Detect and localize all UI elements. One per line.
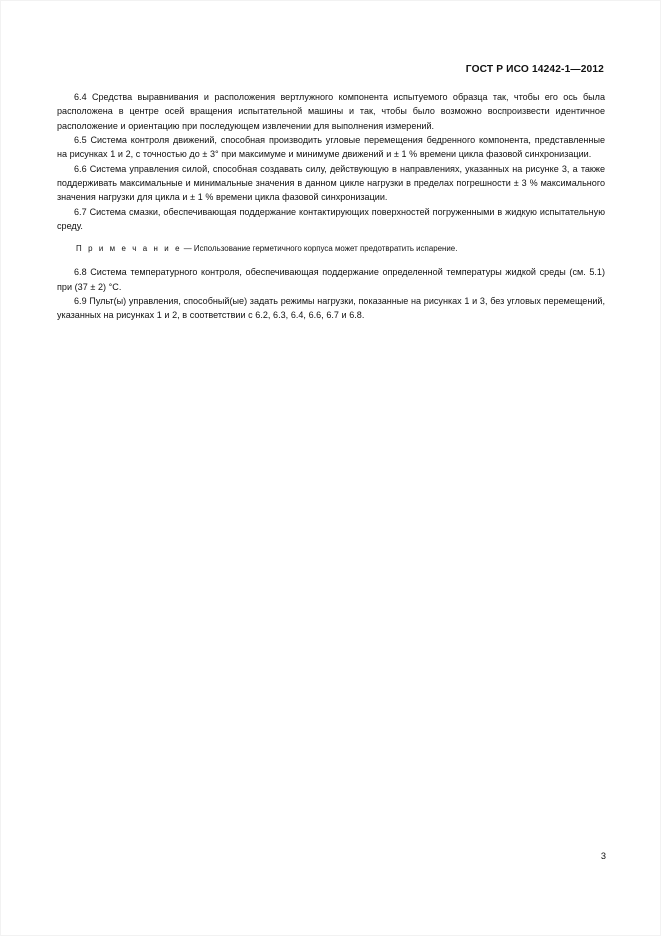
running-head: ГОСТ Р ИСО 14242-1—2012 (465, 64, 604, 75)
note-dash: — (181, 244, 194, 254)
clause-paragraph-6-7: 6.7 Система смазки, обеспечивающая поддержание контактирующих поверхностей погруженными в жидкую испытательную среду. (57, 206, 605, 231)
note-label: П р и м е ч а н и е (76, 244, 182, 254)
note-spacer-after (57, 256, 605, 265)
page-number: 3 (600, 851, 606, 861)
body-text-column (57, 90, 605, 323)
note-block (57, 242, 605, 256)
clause-paragraph-6-4: 6.4 Средства выравнивания и расположения вертлужного компонента испытуемого образца так, чтобы его ось была расположена в центре осей вращения испытательной машины и так, чтобы было возможно воспроизвести идентичное расположение и ориентацию при последующем извлечении для выполнения измерений. (57, 92, 605, 131)
clause-paragraph-6-6: 6.6 Система управления силой, способная создавать силу, действующую в направлениях, указанных на рисунке 3, а также поддерживать максимальные и минимальные значения в данном цикле нагрузки в пределах погрешности ± 3 % максимального значения нагрузки для цикла и ± 1 % времени цикла фазовой синхронизации. (57, 163, 605, 203)
clause-paragraph-6-5: 6.5 Система контроля движений, способная производить угловые перемещения бедренного компонента, представленные на рисунках 1 и 2, с точностью до ± 3° при максимуме и минимуме движений и ± 1 % времени цикла фазовой синхронизации. (57, 134, 605, 160)
clause-paragraph-6-9: 6.9 Пульт(ы) управления, способный(ые) задать режимы нагрузки, показанные на рисунках 1 и 3, без угловых перемещений, указанных на рисунках 1 и 2, в соответствии с 6.2, 6.3, 6.4, 6.6, 6.7 и 6.8. (57, 296, 605, 321)
note-text: Использование герметичного корпуса может предотвратить испарение. (193, 244, 458, 254)
clause-paragraph-6-8: 6.8 Система температурного контроля, обеспечивающая поддержание определенной температуры жидкой среды (см. 5.1) при (37 ± 2) °C. (57, 267, 605, 292)
note-spacer-before (57, 233, 605, 242)
